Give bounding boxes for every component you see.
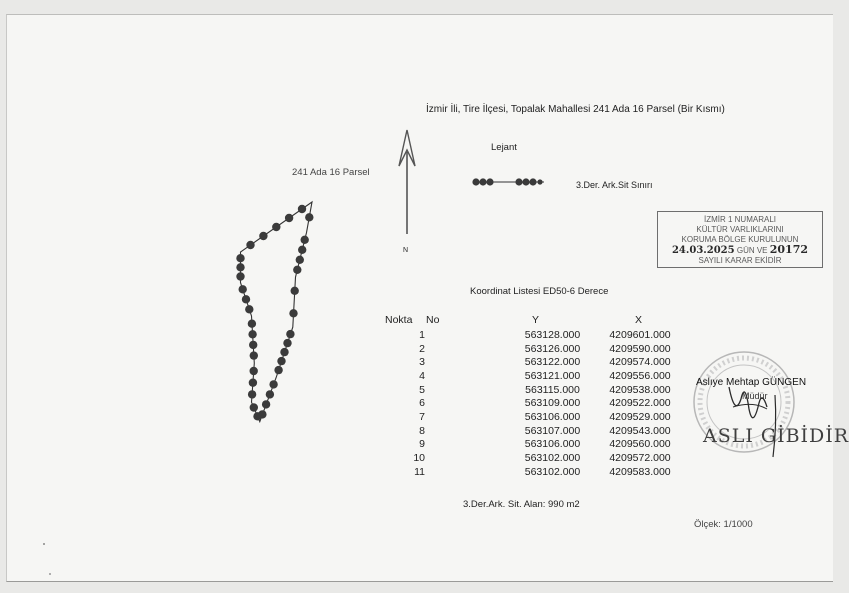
legend-boundary-symbol [470,176,550,188]
boundary-marker [253,412,261,420]
boundary-marker [301,236,309,244]
boundary-marker [298,246,306,254]
row-point-no: 10 [413,451,425,464]
document-title: İzmir İli, Tire İlçesi, Topalak Mahallesi 241 Ada 16 Parsel (Bir Kısmı) [426,104,725,115]
boundary-marker [298,205,306,213]
boundary-marker [236,254,244,262]
boundary-marker [272,223,280,231]
stamp-line-1: İZMİR 1 NUMARALI [703,215,776,224]
row-y-coordinate: 563122.000 [524,356,581,369]
boundary-marker [277,357,285,365]
row-x-coordinate: 4209560.000 [609,438,671,451]
boundary-marker [245,305,253,313]
site-boundary-map [222,190,332,450]
scan-speck [40,540,60,580]
row-point-no: 9 [419,438,425,451]
boundary-marker [286,330,294,338]
boundary-marker [239,285,247,293]
boundary-marker [248,330,256,338]
boundary-marker [248,320,256,328]
boundary-marker [262,400,270,408]
row-y-coordinate: 563121.000 [524,369,581,382]
stamp-date: 24.03.2025 [671,245,735,256]
boundary-marker [250,351,258,359]
legend-item-label: 3.Der. Ark.Sit Sınırı [576,180,653,190]
row-y-coordinate: 563128.000 [524,329,581,341]
boundary-marker [236,272,244,280]
boundary-marker [285,214,293,222]
stamp-decision-number: 20172 [769,243,809,256]
row-point-no: 6 [419,397,425,410]
column-header-y: Y [532,314,540,326]
north-arrow-icon [396,128,418,236]
area-text: 3.Der.Ark. Sit. Alan: 990 m2 [463,499,580,510]
boundary-marker [293,266,301,274]
legend-title: Lejant [491,142,517,153]
council-decision-stamp [657,211,823,268]
boundary-marker [259,232,267,240]
row-y-coordinate: 563106.000 [524,410,581,423]
row-x-coordinate: 4209556.000 [609,369,671,382]
boundary-marker [289,309,297,317]
boundary-marker [250,403,258,411]
coordinate-list-title: Koordinat Listesi ED50-6 Derece [470,286,609,297]
boundary-marker [246,241,254,249]
boundary-marker [249,379,257,387]
stamp-mid-text: GÜN VE [736,246,768,255]
row-point-no: 11 [414,465,425,478]
row-point-no: 4 [419,369,425,382]
row-y-coordinate: 563126.000 [524,342,581,355]
row-y-coordinate: 563109.000 [524,397,581,410]
boundary-marker [242,295,250,303]
column-header-x: X [635,314,643,326]
row-x-coordinate: 4209522.000 [609,397,671,410]
column-header-nokta: Nokta [385,314,413,326]
row-x-coordinate: 4209538.000 [609,383,671,396]
boundary-marker [305,213,313,221]
boundary-marker [291,287,299,295]
boundary-marker [248,390,256,398]
boundary-marker [280,348,288,356]
row-x-coordinate: 4209583.000 [609,465,671,478]
row-x-coordinate: 4209529.000 [609,410,671,423]
stamp-line-3: KORUMA BÖLGE KURULUNUN [681,235,799,244]
parcel-label: 241 Ada 16 Parsel [292,167,370,178]
row-point-no: 7 [419,410,425,423]
boundary-marker [250,367,258,375]
boundary-marker [296,256,304,264]
row-x-coordinate: 4209574.000 [609,356,671,369]
row-point-no: 3 [419,356,425,369]
row-point-no: 8 [419,424,425,437]
stamp-line-2: KÜLTÜR VARLIKLARINI [696,225,784,234]
row-x-coordinate: 4209590.000 [609,342,671,355]
row-point-no: 2 [419,342,425,355]
column-header-no: No [426,314,440,326]
signatory-name: Aslıye Mehtap GÜNGEN [696,377,807,388]
row-x-coordinate: 4209601.000 [609,329,671,341]
row-point-no: 5 [419,383,425,396]
boundary-marker [274,366,282,374]
stamp-line-5: SAYILI KARAR EKİDİR [698,256,782,265]
boundary-marker [249,341,257,349]
row-y-coordinate: 563115.000 [525,383,580,396]
row-y-coordinate: 563106.000 [524,438,581,451]
boundary-marker [269,380,277,388]
row-y-coordinate: 563107.000 [524,424,581,437]
boundary-marker [236,263,244,271]
map-sheet [6,14,833,582]
scale-text: Ölçek: 1/1000 [694,519,753,530]
boundary-marker [266,390,274,398]
row-point-no: 1 [419,329,425,341]
certified-copy-stamp: ASLI GİBİDİR [703,425,849,447]
north-label: N [403,247,409,254]
boundary-marker [283,339,291,347]
row-y-coordinate: 563102.000 [524,465,581,478]
signatory-title: Müdür [742,391,768,401]
row-x-coordinate: 4209572.000 [609,451,671,464]
row-y-coordinate: 563102.000 [524,451,581,464]
row-x-coordinate: 4209543.000 [609,424,671,437]
